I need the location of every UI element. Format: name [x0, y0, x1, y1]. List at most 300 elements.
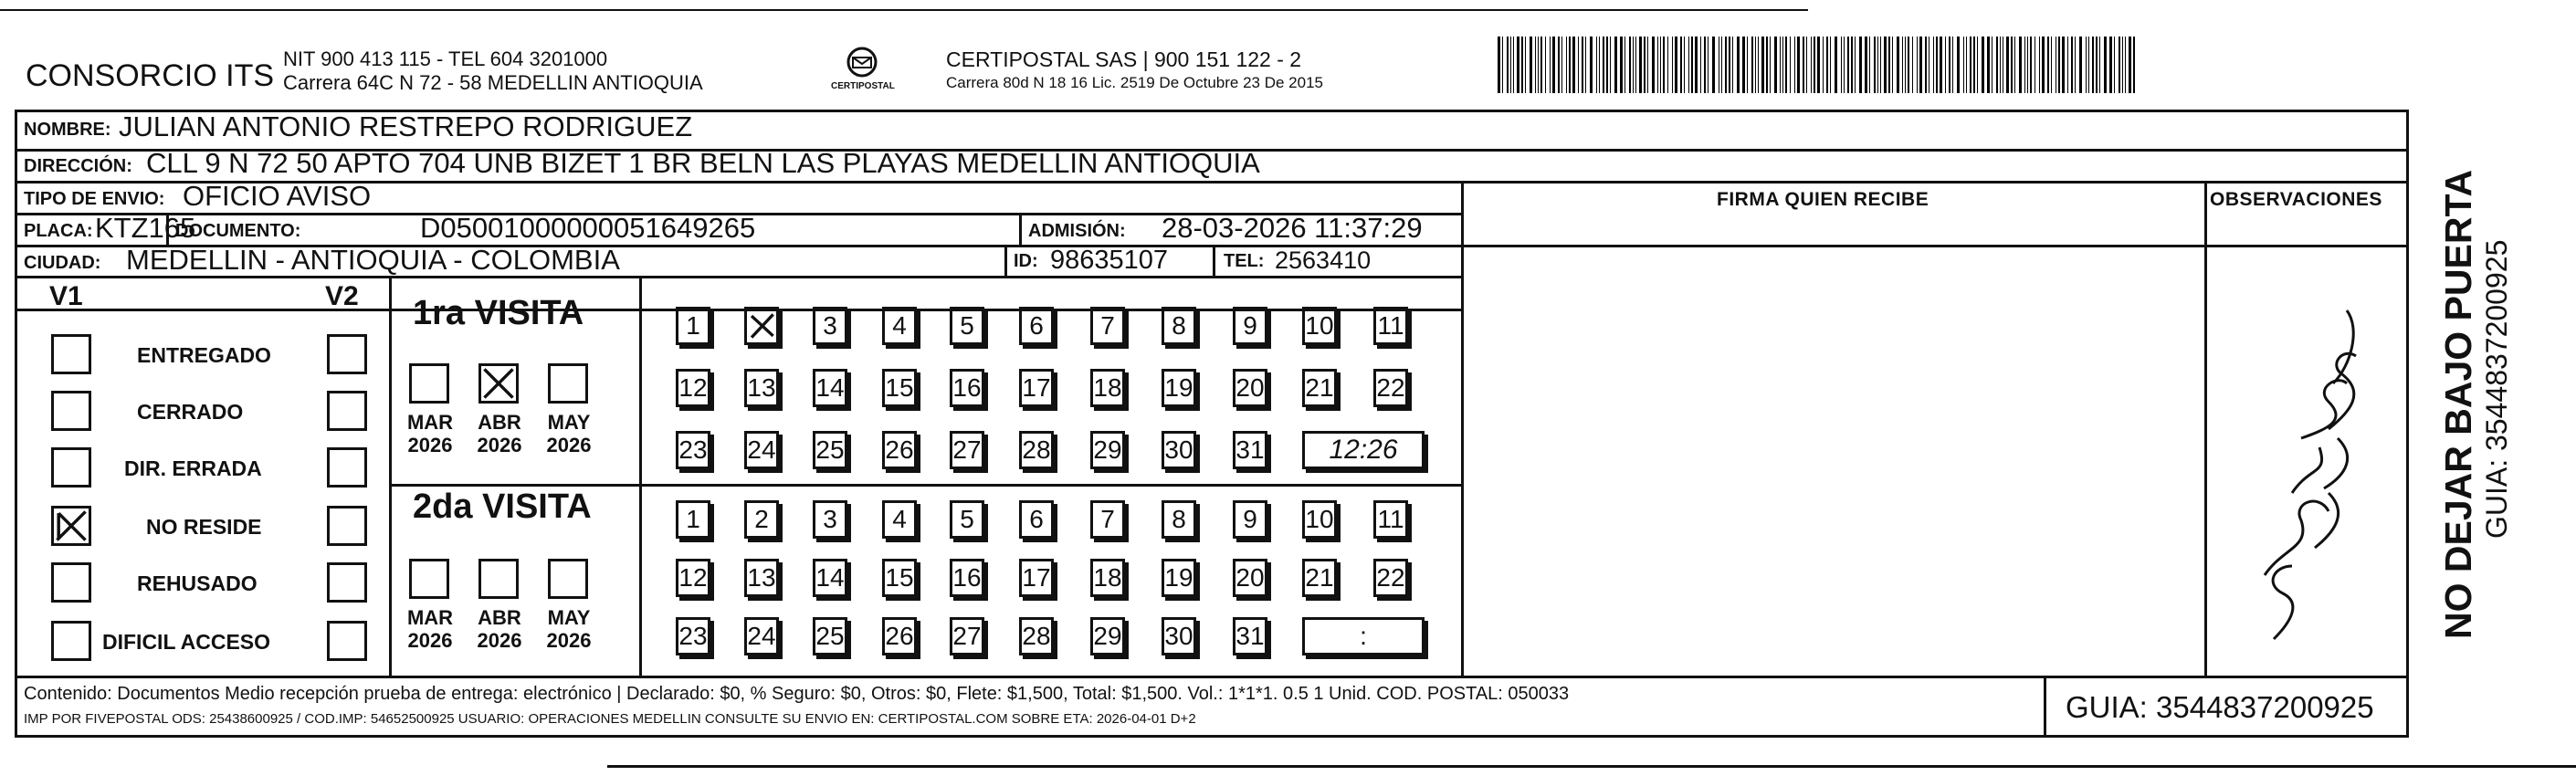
- day-box[interactable]: 10: [1302, 500, 1337, 539]
- barcode-bar: [1513, 37, 1514, 93]
- barcode-bar: [1657, 37, 1658, 93]
- barcode-bar: [1774, 37, 1777, 93]
- barcode-bar: [1675, 37, 1677, 93]
- barcode-bar: [1936, 37, 1938, 93]
- admision-value: 28-03-2026 11:37:29: [1162, 212, 1423, 244]
- month-label: [398, 606, 462, 653]
- placa-value: KTZ165: [95, 212, 196, 244]
- barcode-bar: [2067, 37, 2068, 93]
- barcode-bar: [1785, 37, 1787, 93]
- day-box[interactable]: 26: [882, 431, 917, 469]
- v2-checkbox[interactable]: [327, 391, 367, 431]
- day-box[interactable]: 16: [950, 369, 984, 407]
- month-year: 2026: [407, 434, 453, 457]
- v2-checkbox[interactable]: [327, 506, 367, 546]
- barcode-bar: [2092, 37, 2094, 93]
- day-box[interactable]: 2: [744, 500, 779, 539]
- barcode-bar: [1569, 37, 1571, 93]
- barcode-bar: [2027, 37, 2028, 93]
- side-warning: NO DEJAR BAJO PUERTA: [2437, 169, 2479, 639]
- barcode-bar: [2030, 37, 2032, 93]
- barcode-bar: [1811, 37, 1812, 93]
- barcode-bar: [2096, 37, 2098, 93]
- barcode-bar: [2047, 37, 2049, 93]
- documento-label: DOCUMENTO:: [175, 221, 301, 241]
- v2-checkbox[interactable]: [327, 447, 367, 488]
- barcode-bar: [1572, 37, 1575, 93]
- barcode-bar: [1751, 37, 1753, 93]
- month-checkbox[interactable]: [409, 559, 449, 599]
- barcode-bar: [1844, 37, 1845, 93]
- barcode-bar: [2000, 37, 2001, 93]
- barcode-bar: [1830, 37, 1831, 93]
- day-box[interactable]: 17: [1019, 369, 1054, 407]
- partner-line-2: Carrera 80d N 18 16 Lic. 2519 De Octubre 23 De 2015: [946, 74, 1323, 91]
- barcode-bar: [1888, 37, 1890, 93]
- barcode-bar: [1957, 37, 1960, 93]
- v2-checkbox[interactable]: [327, 621, 367, 661]
- barcode-bar: [1973, 37, 1975, 93]
- month-year: 2026: [477, 434, 522, 457]
- company-address: Carrera 64C N 72 - 58 MEDELLIN ANTIOQUIA: [283, 71, 703, 94]
- status-label: CERRADO: [137, 400, 244, 424]
- day-box[interactable]: 17: [1019, 559, 1054, 597]
- day-box[interactable]: 8: [1162, 500, 1196, 539]
- tel-value: 2563410: [1275, 246, 1372, 274]
- day-box[interactable]: 12: [676, 559, 710, 597]
- day-box[interactable]: 7: [1090, 307, 1125, 345]
- barcode-bar: [1729, 37, 1730, 93]
- barcode-bar: [1712, 37, 1715, 93]
- v1-checkbox[interactable]: [51, 621, 91, 661]
- day-box[interactable]: 11: [1373, 307, 1408, 345]
- day-box[interactable]: 7: [1090, 500, 1125, 539]
- barcode-bar: [2119, 37, 2120, 93]
- firma-header: FIRMA QUIEN RECIBE: [1717, 189, 1929, 210]
- barcode-bar: [1747, 37, 1748, 93]
- barcode-bar: [1596, 37, 1597, 93]
- barcode-bar: [2114, 37, 2115, 93]
- day-box[interactable]: 5: [950, 500, 984, 539]
- barcode-bar: [1841, 37, 1842, 93]
- day-box[interactable]: 22: [1373, 559, 1408, 597]
- barcode-bar: [1647, 37, 1648, 93]
- ciudad-label: CIUDAD:: [24, 253, 101, 273]
- v1-header: V1: [49, 281, 83, 311]
- day-box[interactable]: 18: [1090, 369, 1125, 407]
- barcode-bar: [2075, 37, 2076, 93]
- barcode-bar: [1847, 37, 1849, 93]
- month-label: [398, 411, 462, 457]
- barcode-bar: [1663, 37, 1665, 93]
- barcode-bar: [1917, 37, 1918, 93]
- day-box[interactable]: 29: [1090, 431, 1125, 469]
- day-box[interactable]: 14: [813, 369, 847, 407]
- barcode-bar: [1545, 37, 1546, 93]
- barcode-bar: [1880, 37, 1881, 93]
- ciudad-value: MEDELLIN - ANTIOQUIA - COLOMBIA: [126, 244, 620, 276]
- barcode-bar: [1502, 37, 1503, 93]
- barcode-bar: [1510, 37, 1511, 93]
- barcode-bar: [1535, 37, 1536, 93]
- day-box[interactable]: 28: [1019, 617, 1054, 655]
- barcode-bar: [1996, 37, 1998, 93]
- barcode-bar: [1644, 37, 1645, 93]
- barcode-bar: [2024, 37, 2025, 93]
- day-box[interactable]: 28: [1019, 431, 1054, 469]
- day-box[interactable]: 1: [676, 500, 710, 539]
- month-year: 2026: [546, 629, 592, 653]
- barcode-bar: [2125, 37, 2126, 93]
- barcode-bar: [1940, 37, 1942, 93]
- day-box[interactable]: 31: [1233, 617, 1267, 655]
- barcode-bar: [1704, 37, 1706, 93]
- v2-checkbox[interactable]: [327, 334, 367, 374]
- barcode-bar: [1970, 37, 1971, 93]
- barcode-bar: [1770, 37, 1771, 93]
- barcode-bar: [1782, 37, 1783, 93]
- barcode-bar: [1732, 37, 1733, 93]
- barcode-bar: [1790, 37, 1791, 93]
- day-box[interactable]: 19: [1162, 369, 1196, 407]
- day-box[interactable]: 6: [1019, 307, 1054, 345]
- barcode-bar: [1660, 37, 1661, 93]
- barcode-bar: [1877, 37, 1878, 93]
- barcode-bar: [1561, 37, 1562, 93]
- barcode-bar: [1908, 37, 1909, 93]
- barcode-bar: [2014, 37, 2015, 93]
- barcode-bar: [2071, 37, 2073, 93]
- barcode-bar: [1835, 37, 1837, 93]
- day-box[interactable]: 9: [1233, 500, 1267, 539]
- month-year: 2026: [546, 434, 592, 457]
- day-box[interactable]: 13: [744, 559, 779, 597]
- day-box[interactable]: 21: [1302, 369, 1337, 407]
- barcode-bar: [1855, 37, 1856, 93]
- barcode-bar: [2122, 37, 2123, 93]
- day-box[interactable]: 18: [1090, 559, 1125, 597]
- barcode-bar: [1708, 37, 1709, 93]
- barcode-bar: [1639, 37, 1642, 93]
- side-guia: GUIA: 3544837200925: [2480, 239, 2513, 539]
- barcode-bar: [1521, 37, 1523, 93]
- month-name: MAY: [547, 606, 591, 629]
- barcode-bar: [1925, 37, 1927, 93]
- second-visit-title: 2da VISITA: [413, 488, 592, 526]
- barcode-bar: [1566, 37, 1567, 93]
- v1-checkbox[interactable]: [51, 506, 91, 546]
- barcode-bar: [1892, 37, 1893, 93]
- status-label: REHUSADO: [137, 572, 258, 595]
- month-label: [468, 606, 531, 653]
- month-label: [537, 411, 601, 457]
- barcode-bar: [1695, 37, 1698, 93]
- barcode-bar: [2133, 37, 2135, 93]
- observaciones-handwriting: [2228, 274, 2374, 657]
- day-box[interactable]: 23: [676, 617, 710, 655]
- day-box[interactable]: 21: [1302, 559, 1337, 597]
- barcode-bar: [1963, 37, 1964, 93]
- barcode: [1498, 37, 2137, 93]
- barcode-bar: [1794, 37, 1795, 93]
- barcode-bar: [2006, 37, 2009, 93]
- barcode-bar: [2088, 37, 2089, 93]
- id-label: ID:: [1014, 251, 1038, 271]
- month-name: MAR: [406, 606, 454, 629]
- month-label: [537, 606, 601, 653]
- barcode-bar: [1590, 37, 1593, 93]
- time-box[interactable]: 12:26: [1302, 431, 1425, 469]
- day-box[interactable]: 20: [1233, 369, 1267, 407]
- day-box[interactable]: 31: [1233, 431, 1267, 469]
- status-label: NO RESIDE: [146, 515, 262, 539]
- scan-edge-bottom: [607, 765, 2576, 768]
- day-box[interactable]: 25: [813, 431, 847, 469]
- barcode-bar: [1667, 37, 1668, 93]
- barcode-bar: [2062, 37, 2065, 93]
- day-box[interactable]: 22: [1373, 369, 1408, 407]
- day-box[interactable]: 3: [813, 307, 847, 345]
- barcode-bar: [2039, 37, 2040, 93]
- nombre-label: NOMBRE:: [24, 120, 111, 140]
- barcode-bar: [1977, 37, 1978, 93]
- v2-checkbox[interactable]: [327, 562, 367, 603]
- barcode-bar: [1585, 37, 1586, 93]
- month-name: ABR: [478, 606, 521, 629]
- month-year: 2026: [407, 629, 453, 653]
- barcode-bar: [1912, 37, 1913, 93]
- day-box[interactable]: 26: [882, 617, 917, 655]
- barcode-bar: [1945, 37, 1946, 93]
- month-checkbox[interactable]: [409, 363, 449, 404]
- month-name: ABR: [478, 411, 521, 434]
- check-mark-icon: [747, 309, 776, 342]
- day-box[interactable]: 12: [676, 369, 710, 407]
- barcode-bar: [2079, 37, 2082, 93]
- day-box[interactable]: 30: [1162, 617, 1196, 655]
- barcode-bar: [1884, 37, 1887, 93]
- direccion-value: CLL 9 N 72 50 APTO 704 UNB BIZET 1 BR BELN LAS PLAYAS MEDELLIN ANTIOQUIA: [146, 147, 1260, 179]
- certipostal-logo: [825, 42, 899, 97]
- partner-line-1: CERTIPOSTAL SAS | 900 151 122 - 2: [946, 47, 1302, 71]
- barcode-bar: [1823, 37, 1824, 93]
- direccion-label: DIRECCIÓN:: [24, 156, 132, 176]
- barcode-bar: [1766, 37, 1768, 93]
- day-box[interactable]: 23: [676, 431, 710, 469]
- barcode-bar: [1620, 37, 1623, 93]
- day-box[interactable]: [744, 307, 779, 345]
- barcode-bar: [1538, 37, 1539, 93]
- day-box[interactable]: 13: [744, 369, 779, 407]
- form-frame: [15, 110, 2409, 738]
- footer-guia: GUIA: 3544837200925: [2066, 690, 2374, 724]
- month-checkbox[interactable]: [478, 559, 519, 599]
- day-box[interactable]: 5: [950, 307, 984, 345]
- barcode-bar: [1700, 37, 1701, 93]
- barcode-bar: [1761, 37, 1764, 93]
- logo-text: CERTIPOSTAL: [831, 81, 895, 91]
- barcode-bar: [1672, 37, 1673, 93]
- v1-checkbox[interactable]: [51, 447, 91, 488]
- barcode-bar: [1874, 37, 1876, 93]
- day-box[interactable]: 27: [950, 431, 984, 469]
- status-label: ENTREGADO: [137, 343, 271, 367]
- barcode-bar: [1540, 37, 1542, 93]
- barcode-bar: [1987, 37, 1990, 93]
- admision-label: ADMISIÓN:: [1028, 221, 1126, 241]
- barcode-bar: [2109, 37, 2112, 93]
- time-box[interactable]: :: [1302, 617, 1425, 655]
- barcode-bar: [2129, 37, 2131, 93]
- day-box[interactable]: 15: [882, 559, 917, 597]
- first-visit-title: 1ra VISITA: [413, 294, 584, 332]
- barcode-bar: [1721, 37, 1722, 93]
- day-box[interactable]: 20: [1233, 559, 1267, 597]
- check-mark-icon: [481, 366, 516, 401]
- barcode-bar: [1525, 37, 1526, 93]
- month-year: 2026: [477, 629, 522, 653]
- barcode-bar: [1952, 37, 1953, 93]
- day-box[interactable]: 24: [744, 431, 779, 469]
- status-label: DIFICIL ACCESO: [102, 630, 271, 654]
- observaciones-header: OBSERVACIONES: [2210, 189, 2382, 210]
- barcode-bar: [2042, 37, 2045, 93]
- barcode-bar: [1859, 37, 1862, 93]
- nombre-value: JULIAN ANTONIO RESTREPO RODRIGUEZ: [119, 110, 693, 142]
- barcode-bar: [1742, 37, 1745, 93]
- barcode-bar: [2099, 37, 2100, 93]
- company-nit: NIT 900 413 115 - TEL 604 3201000: [283, 47, 608, 70]
- id-value: 98635107: [1050, 246, 1169, 275]
- day-box[interactable]: 4: [882, 500, 917, 539]
- barcode-bar: [1498, 37, 1500, 93]
- barcode-bar: [1755, 37, 1756, 93]
- barcode-bar: [1780, 37, 1781, 93]
- barcode-bar: [1817, 37, 1820, 93]
- barcode-bar: [2011, 37, 2013, 93]
- tipo-value: OFICIO AVISO: [183, 180, 372, 212]
- footer-line-2: IMP POR FIVEPOSTAL ODS: 25438600925 / COD.IMP: 54652500925 USUARIO: OPERACIONES MEDELLIN CONSULTE SU ENVIO EN: CERTIPOSTAL.COM SOBRE ETA: 2026-04-01 D+2: [24, 711, 1196, 727]
- documento-value: D05001000000051649265: [420, 212, 756, 244]
- barcode-bar: [1652, 37, 1655, 93]
- day-box[interactable]: 8: [1162, 307, 1196, 345]
- barcode-bar: [1869, 37, 1870, 93]
- barcode-bar: [1680, 37, 1682, 93]
- barcode-bar: [1949, 37, 1950, 93]
- barcode-bar: [1814, 37, 1815, 93]
- barcode-bar: [2086, 37, 2087, 93]
- barcode-bar: [1806, 37, 1807, 93]
- barcode-bar: [1517, 37, 1519, 93]
- day-box[interactable]: 1: [676, 307, 710, 345]
- barcode-bar: [1966, 37, 1967, 93]
- barcode-bar: [1558, 37, 1560, 93]
- barcode-bar: [1737, 37, 1740, 93]
- day-box[interactable]: 16: [950, 559, 984, 597]
- barcode-bar: [1624, 37, 1625, 93]
- day-box[interactable]: 29: [1090, 617, 1125, 655]
- barcode-bar: [1902, 37, 1903, 93]
- barcode-bar: [1933, 37, 1934, 93]
- barcode-bar: [1599, 37, 1600, 93]
- barcode-bar: [1688, 37, 1689, 93]
- day-box[interactable]: 10: [1302, 307, 1337, 345]
- barcode-bar: [1552, 37, 1555, 93]
- barcode-bar: [1919, 37, 1922, 93]
- v1-checkbox[interactable]: [51, 334, 91, 374]
- month-name: MAY: [547, 411, 591, 434]
- barcode-bar: [1826, 37, 1828, 93]
- barcode-bar: [1635, 37, 1636, 93]
- barcode-bar: [1633, 37, 1634, 93]
- barcode-bar: [1691, 37, 1693, 93]
- day-box[interactable]: 25: [813, 617, 847, 655]
- barcode-bar: [2051, 37, 2052, 93]
- month-checkbox[interactable]: [548, 559, 588, 599]
- barcode-bar: [1982, 37, 1984, 93]
- barcode-bar: [1725, 37, 1727, 93]
- day-box[interactable]: 4: [882, 307, 917, 345]
- status-label: DIR. ERRADA: [124, 456, 262, 480]
- day-box[interactable]: 19: [1162, 559, 1196, 597]
- barcode-bar: [1797, 37, 1800, 93]
- barcode-bar: [1603, 37, 1604, 93]
- day-box[interactable]: 6: [1019, 500, 1054, 539]
- barcode-bar: [1803, 37, 1804, 93]
- day-box[interactable]: 15: [882, 369, 917, 407]
- day-box[interactable]: 11: [1373, 500, 1408, 539]
- check-mark-icon: [54, 509, 89, 543]
- day-box[interactable]: 9: [1233, 307, 1267, 345]
- barcode-bar: [2104, 37, 2107, 93]
- placa-label: PLACA:: [24, 221, 93, 241]
- v1-checkbox[interactable]: [51, 391, 91, 431]
- company-name: CONSORCIO ITS: [26, 58, 275, 93]
- barcode-bar: [2058, 37, 2060, 93]
- barcode-bar: [1610, 37, 1611, 93]
- barcode-bar: [2019, 37, 2022, 93]
- barcode-bar: [1865, 37, 1867, 93]
- v1-checkbox[interactable]: [51, 562, 91, 603]
- barcode-bar: [1507, 37, 1509, 93]
- barcode-bar: [1606, 37, 1608, 93]
- tipo-label: TIPO DE ENVIO:: [24, 189, 165, 209]
- barcode-bar: [1582, 37, 1583, 93]
- v2-header: V2: [325, 281, 359, 311]
- barcode-bar: [1578, 37, 1579, 93]
- barcode-bar: [1550, 37, 1551, 93]
- barcode-bar: [1614, 37, 1617, 93]
- barcode-bar: [1684, 37, 1685, 93]
- day-box[interactable]: 14: [813, 559, 847, 597]
- barcode-bar: [1897, 37, 1899, 93]
- day-box[interactable]: 24: [744, 617, 779, 655]
- barcode-bar: [1530, 37, 1532, 93]
- barcode-bar: [1629, 37, 1631, 93]
- day-box[interactable]: 27: [950, 617, 984, 655]
- day-box[interactable]: 3: [813, 500, 847, 539]
- tel-label: TEL:: [1224, 251, 1265, 271]
- barcode-bar: [1905, 37, 1906, 93]
- month-label: [468, 411, 531, 457]
- barcode-bar: [1758, 37, 1759, 93]
- scan-edge-top: [0, 9, 1808, 11]
- day-box[interactable]: 30: [1162, 431, 1196, 469]
- month-checkbox[interactable]: [548, 363, 588, 404]
- month-checkbox[interactable]: [478, 363, 519, 404]
- month-name: MAR: [406, 411, 454, 434]
- footer-line-1: Contenido: Documentos Medio recepción prueba de entrega: electrónico | Declarado: $0, % Seguro: $0, Otros: $0, Flete: $1,500, Total: $1,500. Vol.: 1*1*1. 0.5 1 Unid. COD. POSTAL: 050033: [24, 684, 1570, 704]
